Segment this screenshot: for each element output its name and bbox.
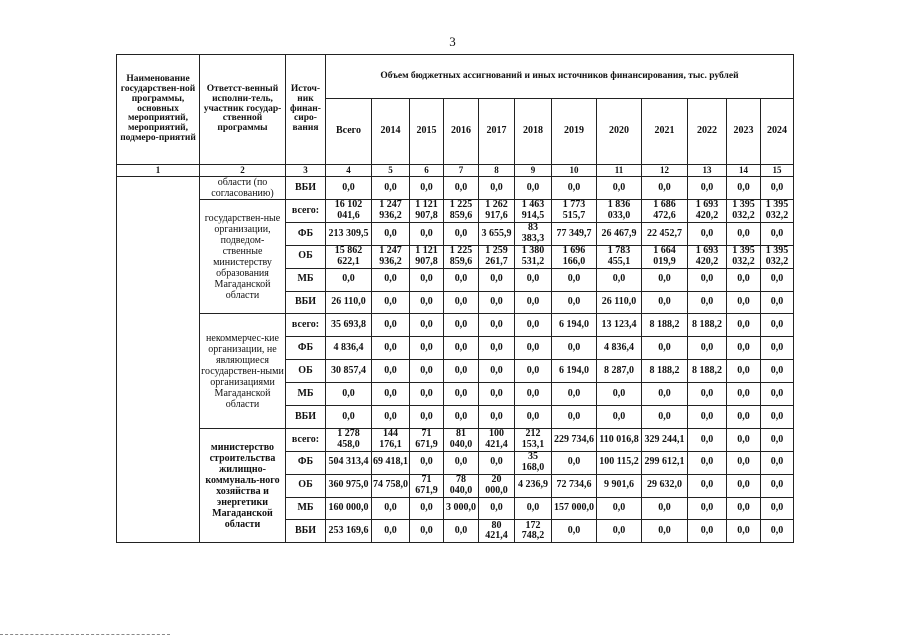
value-cell: 0,0 [552,337,597,360]
value-cell: 0,0 [727,337,761,360]
value-cell: 0,0 [479,451,515,474]
header-year-11: 2024 [761,99,794,165]
value-cell: 0,0 [761,222,794,245]
value-cell: 0,0 [410,222,444,245]
value-cell: 0,0 [688,451,727,474]
value-cell: 0,0 [410,497,444,520]
value-cell: 299 612,1 [642,451,688,474]
value-cell: 35 168,0 [515,451,552,474]
funding-source-cell: ОБ [286,245,326,268]
value-cell: 110 016,8 [597,428,642,451]
value-cell: 0,0 [688,406,727,429]
value-cell: 160 000,0 [326,497,372,520]
column-number-9: 9 [515,165,552,177]
header-year-7: 2020 [597,99,642,165]
header-year-2: 2015 [410,99,444,165]
value-cell: 360 975,0 [326,474,372,497]
value-cell: 0,0 [597,177,642,200]
funding-source-cell: ВБИ [286,520,326,543]
value-cell: 0,0 [688,337,727,360]
value-cell: 0,0 [326,177,372,200]
funding-source-cell: ВБИ [286,291,326,314]
value-cell: 0,0 [410,314,444,337]
value-cell: 144 176,1 [372,428,410,451]
value-cell: 0,0 [410,451,444,474]
table-row [117,314,794,337]
value-cell: 0,0 [515,497,552,520]
value-cell: 0,0 [727,406,761,429]
value-cell: 0,0 [761,177,794,200]
value-cell: 1 259 261,7 [479,245,515,268]
value-cell: 0,0 [552,291,597,314]
value-cell: 8 188,2 [688,314,727,337]
value-cell: 0,0 [597,383,642,406]
value-cell: 0,0 [688,268,727,291]
value-cell: 0,0 [479,337,515,360]
value-cell: 0,0 [515,268,552,291]
value-cell: 0,0 [444,177,479,200]
value-cell: 15 862 622,1 [326,245,372,268]
value-cell: 0,0 [372,314,410,337]
funding-source-cell: ФБ [286,222,326,245]
value-cell: 0,0 [410,268,444,291]
value-cell: 0,0 [479,383,515,406]
header-year-4: 2017 [479,99,515,165]
value-cell: 1 664 019,9 [642,245,688,268]
value-cell: 0,0 [372,337,410,360]
column-number-14: 14 [727,165,761,177]
executor-cell: государствен-ные организации, подведом-ственные министерству образования Магаданской области [200,200,286,314]
funding-source-cell: МБ [286,383,326,406]
value-cell: 22 452,7 [642,222,688,245]
value-cell: 72 734,6 [552,474,597,497]
value-cell: 0,0 [642,497,688,520]
value-cell: 172 748,2 [515,520,552,543]
value-cell: 0,0 [688,520,727,543]
column-number-10: 10 [552,165,597,177]
column-number-3: 3 [286,165,326,177]
value-cell: 0,0 [515,360,552,383]
value-cell: 0,0 [479,360,515,383]
value-cell: 0,0 [410,520,444,543]
value-cell: 0,0 [597,520,642,543]
value-cell: 1 693 420,2 [688,245,727,268]
value-cell: 0,0 [597,268,642,291]
value-cell: 69 418,1 [372,451,410,474]
value-cell: 0,0 [372,291,410,314]
column-number-13: 13 [688,165,727,177]
value-cell: 0,0 [761,314,794,337]
column-number-1: 1 [117,165,200,177]
value-cell: 0,0 [326,268,372,291]
value-cell: 0,0 [444,222,479,245]
value-cell: 0,0 [761,520,794,543]
value-cell: 0,0 [761,291,794,314]
funding-source-cell: ОБ [286,360,326,383]
value-cell: 0,0 [479,497,515,520]
value-cell: 0,0 [410,406,444,429]
header-year-6: 2019 [552,99,597,165]
value-cell: 0,0 [552,177,597,200]
value-cell: 0,0 [761,268,794,291]
value-cell: 504 313,4 [326,451,372,474]
value-cell: 0,0 [761,360,794,383]
value-cell: 16 102 041,6 [326,200,372,223]
value-cell: 0,0 [761,406,794,429]
table-body [117,177,794,543]
value-cell: 30 857,4 [326,360,372,383]
column-number-12: 12 [642,165,688,177]
value-cell: 1 783 455,1 [597,245,642,268]
header-program-name: Наименование государствен-ной программы, основных мероприятий, мероприятий, подмеро-приятий [117,55,200,165]
value-cell: 4 836,4 [326,337,372,360]
value-cell: 0,0 [727,360,761,383]
budget-table [116,54,794,543]
value-cell: 213 309,5 [326,222,372,245]
value-cell: 100 421,4 [479,428,515,451]
value-cell: 0,0 [761,383,794,406]
value-cell: 0,0 [761,428,794,451]
value-cell: 100 115,2 [597,451,642,474]
value-cell: 8 287,0 [597,360,642,383]
value-cell: 0,0 [642,177,688,200]
value-cell: 1 262 917,6 [479,200,515,223]
header-budget-volume: Объем бюджетных ассигнований и иных источников финансирования, тыс. рублей [326,55,794,99]
value-cell: 1 686 472,6 [642,200,688,223]
value-cell: 0,0 [479,291,515,314]
value-cell: 0,0 [727,520,761,543]
value-cell: 1 121 907,8 [410,245,444,268]
value-cell: 4 236,9 [515,474,552,497]
value-cell: 0,0 [642,406,688,429]
value-cell: 0,0 [444,337,479,360]
value-cell: 0,0 [761,474,794,497]
value-cell: 0,0 [642,268,688,291]
value-cell: 0,0 [642,383,688,406]
value-cell: 0,0 [444,268,479,291]
header-year-1: 2014 [372,99,410,165]
value-cell: 0,0 [727,474,761,497]
header-year-5: 2018 [515,99,552,165]
value-cell: 0,0 [515,406,552,429]
column-number-7: 7 [444,165,479,177]
value-cell: 1 380 531,2 [515,245,552,268]
value-cell: 0,0 [761,451,794,474]
funding-source-cell: всего: [286,314,326,337]
value-cell: 0,0 [372,383,410,406]
funding-source-cell: ФБ [286,337,326,360]
header-year-10: 2023 [727,99,761,165]
value-cell: 77 349,7 [552,222,597,245]
value-cell: 0,0 [727,451,761,474]
header-year-0: Всего [326,99,372,165]
value-cell: 1 395 032,2 [727,245,761,268]
value-cell: 0,0 [372,406,410,429]
value-cell: 0,0 [444,383,479,406]
column-number-2: 2 [200,165,286,177]
value-cell: 0,0 [372,222,410,245]
value-cell: 83 383,3 [515,222,552,245]
value-cell: 0,0 [597,406,642,429]
value-cell: 0,0 [642,291,688,314]
table-row [117,200,794,223]
value-cell: 0,0 [372,497,410,520]
value-cell: 13 123,4 [597,314,642,337]
value-cell: 0,0 [727,497,761,520]
funding-source-cell: ОБ [286,474,326,497]
value-cell: 0,0 [688,291,727,314]
value-cell: 0,0 [372,520,410,543]
value-cell: 0,0 [761,337,794,360]
value-cell: 0,0 [372,360,410,383]
value-cell: 0,0 [552,451,597,474]
value-cell: 20 000,0 [479,474,515,497]
value-cell: 0,0 [326,383,372,406]
value-cell: 0,0 [688,383,727,406]
header-year-8: 2021 [642,99,688,165]
value-cell: 0,0 [642,337,688,360]
value-cell: 0,0 [444,520,479,543]
value-cell: 0,0 [479,314,515,337]
program-name-cell [117,177,200,543]
funding-source-cell: МБ [286,268,326,291]
value-cell: 6 194,0 [552,314,597,337]
value-cell: 157 000,0 [552,497,597,520]
value-cell: 0,0 [410,383,444,406]
value-cell: 1 836 033,0 [597,200,642,223]
value-cell: 8 188,2 [642,360,688,383]
header-column-numbers [117,165,794,177]
executor-cell: министерство строительства жилищно-коммуналь-ного хозяйства и энергетики Магаданской области [200,428,286,542]
value-cell: 26 110,0 [326,291,372,314]
table-row [117,428,794,451]
value-cell: 0,0 [727,291,761,314]
value-cell: 81 040,0 [444,428,479,451]
value-cell: 1 121 907,8 [410,200,444,223]
value-cell: 29 632,0 [642,474,688,497]
executor-cell: некоммерчес-кие организации, не являющиеся государствен-ными организациями Магаданской области [200,314,286,428]
value-cell: 0,0 [552,268,597,291]
column-number-5: 5 [372,165,410,177]
executor-cell: области (по согласованию) [200,177,286,200]
value-cell: 0,0 [727,268,761,291]
value-cell: 26 110,0 [597,291,642,314]
funding-source-cell: МБ [286,497,326,520]
header-executor: Ответст-венный исполни-тель, участник государ-ственной программы [200,55,286,165]
funding-source-cell: ВБИ [286,177,326,200]
value-cell: 0,0 [515,383,552,406]
value-cell: 253 169,6 [326,520,372,543]
value-cell: 0,0 [727,314,761,337]
value-cell: 0,0 [410,337,444,360]
value-cell: 0,0 [410,177,444,200]
value-cell: 1 696 166,0 [552,245,597,268]
value-cell: 0,0 [688,474,727,497]
value-cell: 1 395 032,2 [761,200,794,223]
value-cell: 9 901,6 [597,474,642,497]
funding-source-cell: ВБИ [286,406,326,429]
value-cell: 0,0 [372,268,410,291]
value-cell: 0,0 [444,451,479,474]
funding-source-cell: всего: [286,200,326,223]
value-cell: 1 278 458,0 [326,428,372,451]
value-cell: 1 225 859,6 [444,200,479,223]
value-cell: 71 671,9 [410,474,444,497]
value-cell: 0,0 [515,337,552,360]
value-cell: 1 247 936,2 [372,245,410,268]
value-cell: 71 671,9 [410,428,444,451]
column-number-4: 4 [326,165,372,177]
value-cell: 0,0 [642,520,688,543]
page-bottom-divider [0,634,170,637]
value-cell: 0,0 [410,291,444,314]
column-number-8: 8 [479,165,515,177]
value-cell: 0,0 [552,383,597,406]
value-cell: 35 693,8 [326,314,372,337]
table-row [117,177,794,200]
value-cell: 0,0 [727,222,761,245]
value-cell: 0,0 [444,291,479,314]
value-cell: 0,0 [727,177,761,200]
value-cell: 8 188,2 [688,360,727,383]
value-cell: 0,0 [326,406,372,429]
value-cell: 0,0 [688,497,727,520]
value-cell: 8 188,2 [642,314,688,337]
value-cell: 329 244,1 [642,428,688,451]
value-cell: 1 395 032,2 [761,245,794,268]
value-cell: 78 040,0 [444,474,479,497]
column-number-11: 11 [597,165,642,177]
value-cell: 229 734,6 [552,428,597,451]
value-cell: 212 153,1 [515,428,552,451]
value-cell: 0,0 [727,428,761,451]
value-cell: 0,0 [444,360,479,383]
value-cell: 1 395 032,2 [727,200,761,223]
value-cell: 0,0 [727,383,761,406]
value-cell: 0,0 [515,291,552,314]
value-cell: 0,0 [410,360,444,383]
value-cell: 1 773 515,7 [552,200,597,223]
value-cell: 6 194,0 [552,360,597,383]
value-cell: 0,0 [552,520,597,543]
value-cell: 0,0 [515,177,552,200]
page-number: 3 [449,34,456,49]
value-cell: 0,0 [688,177,727,200]
header-source: Источ-ник финан-сиро-вания [286,55,326,165]
value-cell: 0,0 [597,497,642,520]
value-cell: 0,0 [479,268,515,291]
value-cell: 0,0 [479,406,515,429]
value-cell: 80 421,4 [479,520,515,543]
value-cell: 1 693 420,2 [688,200,727,223]
value-cell: 26 467,9 [597,222,642,245]
value-cell: 74 758,0 [372,474,410,497]
value-cell: 1 225 859,6 [444,245,479,268]
funding-source-cell: ФБ [286,451,326,474]
value-cell: 0,0 [761,497,794,520]
value-cell: 0,0 [552,406,597,429]
header-year-9: 2022 [688,99,727,165]
value-cell: 3 000,0 [444,497,479,520]
value-cell: 4 836,4 [597,337,642,360]
column-number-6: 6 [410,165,444,177]
value-cell: 0,0 [444,406,479,429]
header-year-3: 2016 [444,99,479,165]
value-cell: 3 655,9 [479,222,515,245]
value-cell: 0,0 [688,222,727,245]
column-number-15: 15 [761,165,794,177]
value-cell: 0,0 [372,177,410,200]
value-cell: 0,0 [688,428,727,451]
value-cell: 1 463 914,5 [515,200,552,223]
value-cell: 0,0 [444,314,479,337]
value-cell: 0,0 [479,177,515,200]
value-cell: 0,0 [515,314,552,337]
value-cell: 1 247 936,2 [372,200,410,223]
funding-source-cell: всего: [286,428,326,451]
